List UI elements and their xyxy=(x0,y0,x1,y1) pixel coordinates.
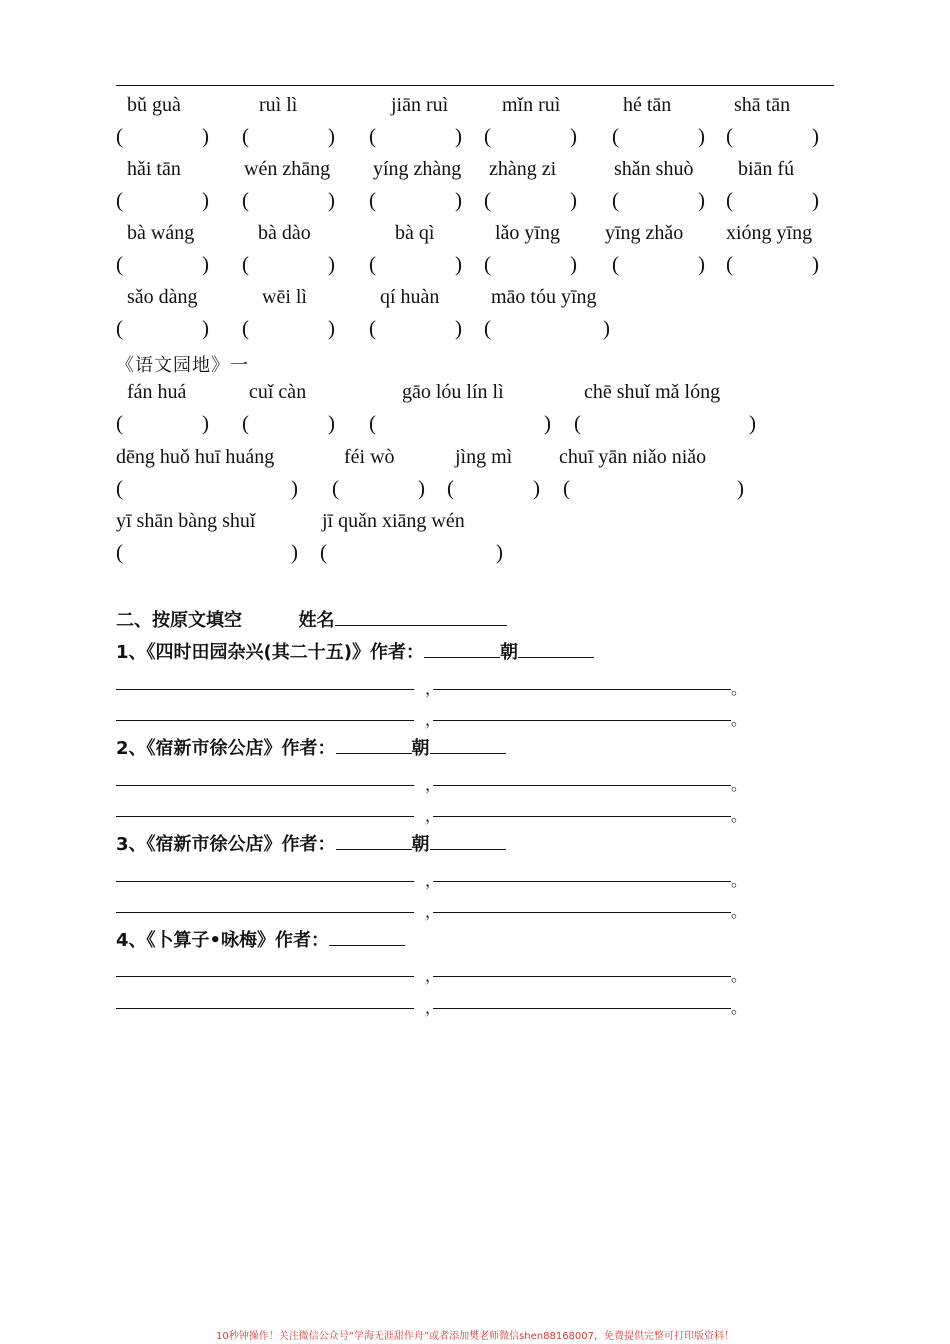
dynasty-label: 朝 xyxy=(411,738,430,759)
paren-close: ) xyxy=(328,188,335,212)
dynasty-label: 朝 xyxy=(499,642,518,663)
paren-close: ) xyxy=(202,188,209,212)
paren-close: ) xyxy=(812,252,819,276)
pinyin-word: hé tān xyxy=(623,94,672,116)
pinyin-word: shǎn shuò xyxy=(614,158,694,180)
paren-open: ( xyxy=(242,124,249,148)
comma: ， xyxy=(425,998,442,1017)
paren-close: ) xyxy=(418,476,425,500)
paren-close: ) xyxy=(533,476,540,500)
pinyin-word: māo tóu yīng xyxy=(491,286,597,308)
answer-line[interactable] xyxy=(116,912,414,913)
period: 。 xyxy=(731,871,748,890)
pinyin-word: zhàng zi xyxy=(489,158,557,180)
paren-close: ) xyxy=(328,124,335,148)
paren-open: ( xyxy=(563,476,570,500)
paren-close: ) xyxy=(544,411,551,435)
paren-close: ) xyxy=(570,188,577,212)
comma: ， xyxy=(425,679,442,698)
pinyin-word: sǎo dàng xyxy=(127,286,198,308)
comma: ， xyxy=(425,902,442,921)
answer-line[interactable] xyxy=(116,720,414,721)
answer-line[interactable] xyxy=(433,1008,731,1009)
paren-close: ) xyxy=(812,124,819,148)
paren-open: ( xyxy=(116,124,123,148)
paren-open: ( xyxy=(242,411,249,435)
pinyin-word: wén zhāng xyxy=(244,158,331,180)
pinyin-word: wēi lì xyxy=(262,286,307,308)
answer-line[interactable] xyxy=(116,689,414,690)
paren-close: ) xyxy=(812,188,819,212)
pinyin-word: bà qì xyxy=(395,222,435,244)
dynasty-blank[interactable] xyxy=(430,737,506,754)
period: 。 xyxy=(731,806,748,825)
paren-close: ) xyxy=(455,316,462,340)
author-blank[interactable] xyxy=(329,929,405,946)
comma: ， xyxy=(425,966,442,985)
paren-open: ( xyxy=(242,188,249,212)
paren-close: ) xyxy=(328,252,335,276)
period: 。 xyxy=(731,775,748,794)
question-heading xyxy=(116,734,506,760)
paren-close: ) xyxy=(698,188,705,212)
paren-open: ( xyxy=(484,316,491,340)
comma: ， xyxy=(425,775,442,794)
question-label: 2、《宿新市徐公店》作者： xyxy=(116,738,336,759)
top-rule xyxy=(116,85,834,86)
paren-open: ( xyxy=(369,411,376,435)
paren-close: ) xyxy=(202,411,209,435)
pinyin-word: ruì lì xyxy=(259,94,298,116)
paren-close: ) xyxy=(328,316,335,340)
paren-open: ( xyxy=(332,476,339,500)
paren-open: ( xyxy=(242,252,249,276)
paren-open: ( xyxy=(320,540,327,564)
paren-close: ) xyxy=(202,316,209,340)
paren-open: ( xyxy=(574,411,581,435)
paren-close: ) xyxy=(496,540,503,564)
pinyin-word: bà dào xyxy=(258,222,311,244)
name-label: 姓名 xyxy=(298,610,335,631)
pinyin-word: biān fú xyxy=(738,158,795,180)
answer-line[interactable] xyxy=(116,881,414,882)
paren-close: ) xyxy=(570,124,577,148)
pinyin-word: féi wò xyxy=(344,446,395,468)
paren-open: ( xyxy=(369,188,376,212)
pinyin-word: bà wáng xyxy=(127,222,195,244)
dynasty-blank[interactable] xyxy=(518,641,594,658)
pinyin-word: gāo lóu lín lì xyxy=(402,381,504,403)
pinyin-word: yīng zhǎo xyxy=(605,222,684,244)
dynasty-label: 朝 xyxy=(411,834,430,855)
pinyin-word: dēng huǒ huī huáng xyxy=(116,446,275,468)
answer-line[interactable] xyxy=(433,720,731,721)
paren-close: ) xyxy=(737,476,744,500)
footer-notice: 10秒钟操作！关注微信公众号“学海无涯甜作舟”或者添加樊老师微信shen88168007，免费提供完整可打印版资料！ xyxy=(215,1331,735,1342)
answer-line[interactable] xyxy=(433,785,731,786)
paren-open: ( xyxy=(447,476,454,500)
answer-line[interactable] xyxy=(116,785,414,786)
answer-line[interactable] xyxy=(433,976,731,977)
answer-line[interactable] xyxy=(433,912,731,913)
answer-line[interactable] xyxy=(433,689,731,690)
comma: ， xyxy=(425,710,442,729)
pinyin-word: chuī yān niǎo niǎo xyxy=(559,446,707,468)
paren-open: ( xyxy=(369,316,376,340)
pinyin-word: bǔ guà xyxy=(127,94,181,116)
paren-close: ) xyxy=(455,188,462,212)
paren-open: ( xyxy=(612,188,619,212)
pinyin-word: qí huàn xyxy=(380,286,440,308)
section2-heading xyxy=(116,606,507,632)
pinyin-word: jiān ruì xyxy=(391,94,449,116)
paren-close: ) xyxy=(455,124,462,148)
paren-close: ) xyxy=(328,411,335,435)
paren-close: ) xyxy=(749,411,756,435)
pinyin-word: xióng yīng xyxy=(726,222,813,244)
dynasty-blank[interactable] xyxy=(430,833,506,850)
pinyin-word: yíng zhàng xyxy=(373,158,462,180)
paren-open: ( xyxy=(116,316,123,340)
pinyin-word: jìng mì xyxy=(455,446,513,468)
question-heading xyxy=(116,638,594,664)
question-label: 3、《宿新市徐公店》作者： xyxy=(116,834,336,855)
pinyin-word: hǎi tān xyxy=(127,158,181,180)
answer-line[interactable] xyxy=(116,976,414,977)
paren-open: ( xyxy=(484,188,491,212)
paren-open: ( xyxy=(369,124,376,148)
paren-close: ) xyxy=(291,540,298,564)
paren-close: ) xyxy=(570,252,577,276)
paren-open: ( xyxy=(116,540,123,564)
period: 。 xyxy=(731,966,748,985)
pinyin-word: lǎo yīng xyxy=(495,222,560,244)
pinyin-word: chē shuǐ mǎ lóng xyxy=(584,381,721,403)
section2-title: 二、按原文填空 xyxy=(116,610,242,631)
paren-close: ) xyxy=(291,476,298,500)
paren-open: ( xyxy=(116,476,123,500)
question-label: 1、《四时田园杂兴(其二十五)》作者： xyxy=(116,642,424,663)
author-blank[interactable] xyxy=(336,833,412,850)
pinyin-word: cuǐ càn xyxy=(249,381,307,403)
period: 。 xyxy=(731,998,748,1017)
pinyin-word: jī quǎn xiāng wén xyxy=(322,510,465,532)
answer-line[interactable] xyxy=(433,881,731,882)
paren-open: ( xyxy=(242,316,249,340)
paren-open: ( xyxy=(612,252,619,276)
question-heading xyxy=(116,926,405,952)
answer-line[interactable] xyxy=(433,816,731,817)
comma: ， xyxy=(425,806,442,825)
paren-open: ( xyxy=(484,252,491,276)
paren-open: ( xyxy=(726,188,733,212)
paren-close: ) xyxy=(202,252,209,276)
section-heading-garden: 《语文园地》一 xyxy=(116,355,249,376)
paren-close: ) xyxy=(698,124,705,148)
pinyin-word: shā tān xyxy=(734,94,791,116)
paren-open: ( xyxy=(116,252,123,276)
pinyin-word: fán huá xyxy=(127,381,187,403)
author-blank[interactable] xyxy=(336,737,412,754)
paren-open: ( xyxy=(726,124,733,148)
author-blank[interactable] xyxy=(424,641,500,658)
paren-open: ( xyxy=(726,252,733,276)
name-blank[interactable] xyxy=(335,609,507,626)
paren-open: ( xyxy=(369,252,376,276)
paren-close: ) xyxy=(202,124,209,148)
answer-line[interactable] xyxy=(116,1008,414,1009)
pinyin-word: yī shān bàng shuǐ xyxy=(116,510,256,532)
answer-line[interactable] xyxy=(116,816,414,817)
paren-open: ( xyxy=(116,188,123,212)
paren-open: ( xyxy=(116,411,123,435)
question-label: 4、《卜算子•咏梅》作者： xyxy=(116,930,330,951)
pinyin-word: mǐn ruì xyxy=(502,94,561,116)
question-heading xyxy=(116,830,506,856)
period: 。 xyxy=(731,902,748,921)
paren-open: ( xyxy=(612,124,619,148)
paren-open: ( xyxy=(484,124,491,148)
paren-close: ) xyxy=(603,316,610,340)
paren-close: ) xyxy=(455,252,462,276)
period: 。 xyxy=(731,679,748,698)
paren-close: ) xyxy=(698,252,705,276)
comma: ， xyxy=(425,871,442,890)
period: 。 xyxy=(731,710,748,729)
